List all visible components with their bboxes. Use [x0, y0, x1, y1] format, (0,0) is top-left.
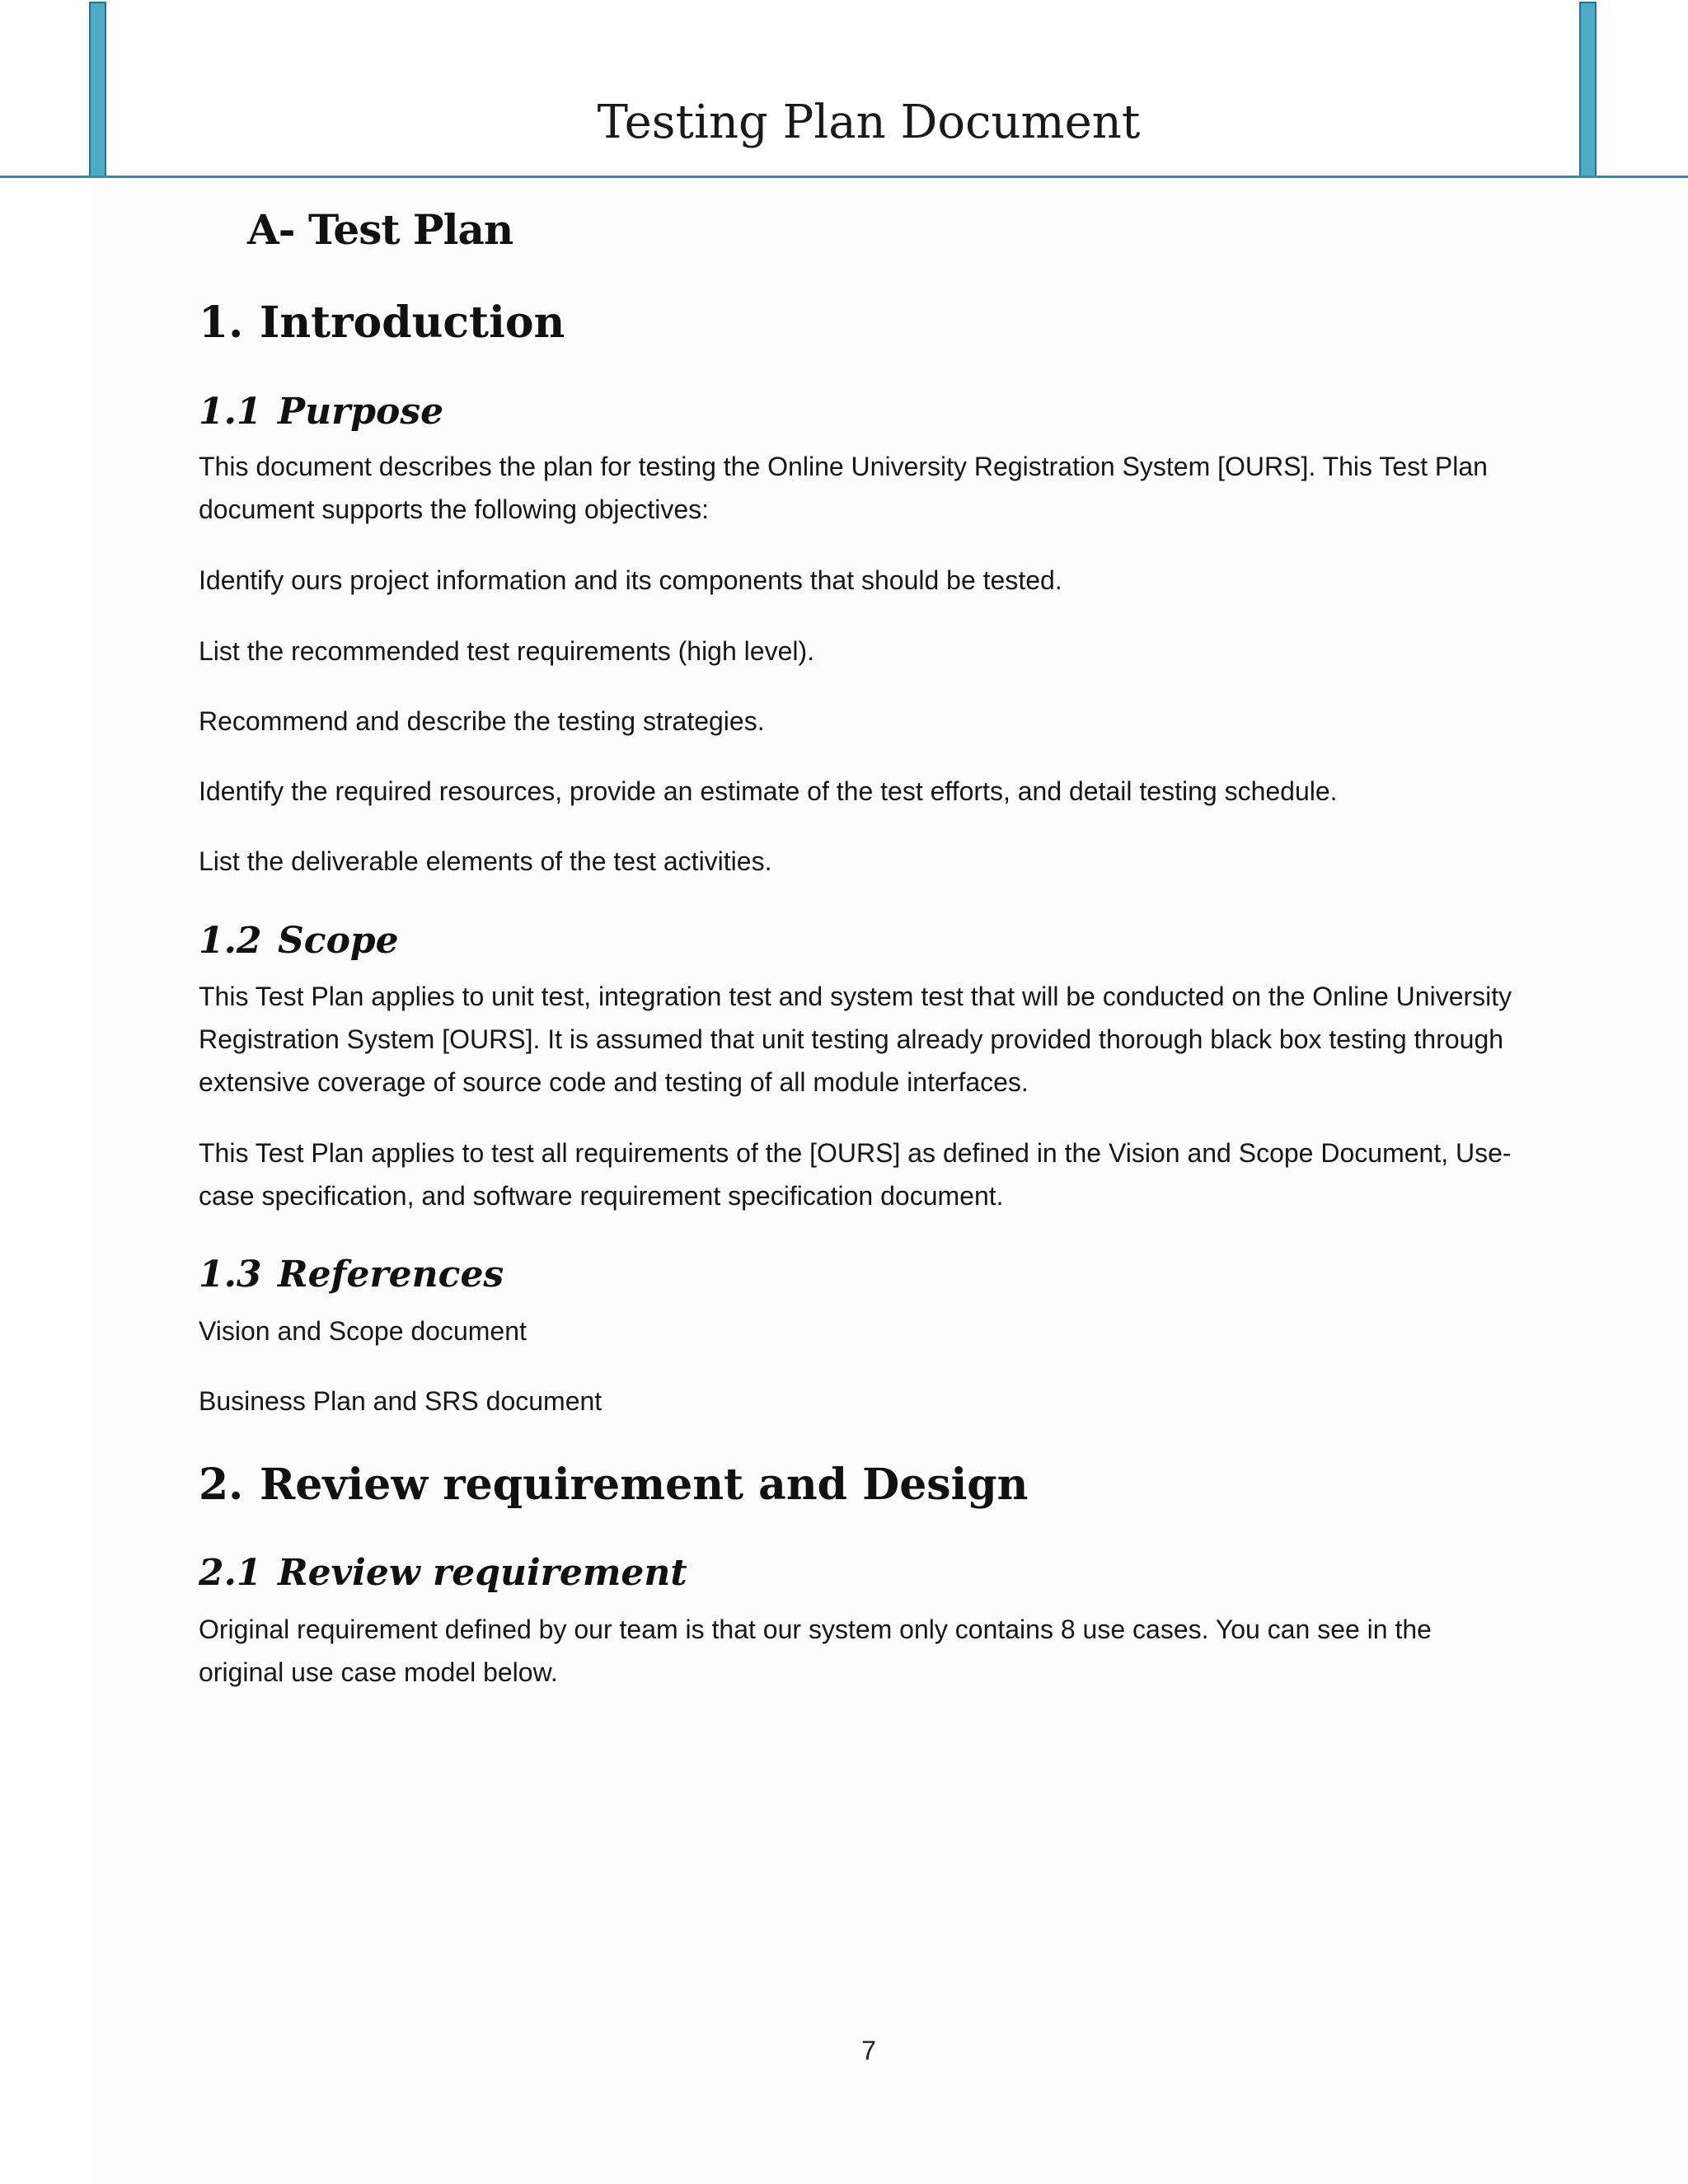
- subsection-title: References: [278, 1254, 504, 1296]
- header-right-tab: [1579, 2, 1597, 178]
- section-title: Review requirement and Design: [260, 1460, 1029, 1510]
- subsection-heading-purpose: [199, 387, 443, 437]
- purpose-paragraph: This document describes the plan for testing the Online University Registration System [OURS]. This Test Plan document supports the following objectives:: [199, 452, 1488, 524]
- document-header-title: Testing Plan Document: [597, 96, 1141, 149]
- subsection-number: 2.1: [199, 1552, 262, 1594]
- subsection-number: 1.1: [199, 391, 262, 433]
- header-rule: [0, 176, 1688, 178]
- subsection-number: 1.3: [199, 1254, 262, 1296]
- reference-item: Business Plan and SRS document: [199, 1386, 603, 1416]
- section-number: 1.: [199, 298, 244, 348]
- review-requirement-paragraph: Original requirement defined by our team is that our system only contains 8 use cases. You can see in the original use case model below.: [199, 1615, 1432, 1687]
- objective-item: Identify the required resources, provide an estimate of the test efforts, and detail testing schedule.: [199, 776, 1338, 806]
- objective-item: List the recommended test requirements (high level).: [199, 636, 815, 666]
- header-left-tab: [89, 2, 106, 178]
- subsection-heading-scope: [199, 916, 399, 966]
- section-heading-review-requirement-and-design: [199, 1456, 1028, 1514]
- reference-item: Vision and Scope document: [199, 1316, 527, 1346]
- subsection-heading-review-requirement: [199, 1549, 687, 1598]
- subsection-heading-references: [199, 1250, 504, 1300]
- subsection-number: 1.2: [199, 920, 262, 962]
- section-title: Introduction: [260, 298, 565, 348]
- objective-item: List the deliverable elements of the test activities.: [199, 846, 772, 876]
- subsection-title: Purpose: [278, 391, 444, 433]
- page-number: 7: [861, 2036, 876, 2065]
- objective-item: Identify ours project information and its components that should be tested.: [199, 565, 1062, 595]
- part-title: A- Test Plan: [247, 205, 513, 254]
- section-number: 2.: [199, 1460, 244, 1510]
- scope-paragraph: This Test Plan applies to test all requirements of the [OURS] as defined in the Vision and Scope Document, Use-case specification, and software requirement specification document.: [199, 1138, 1512, 1211]
- section-heading-introduction: [199, 294, 565, 352]
- scope-paragraph: This Test Plan applies to unit test, integration test and system test that will be conducted on the Online University Registration System [OURS]. It is assumed that unit testing already provided thorough black box testing through extensive coverage of source code and testing of all module interfaces.: [199, 982, 1512, 1097]
- objective-item: Recommend and describe the testing strategies.: [199, 706, 765, 736]
- subsection-title: Review requirement: [278, 1552, 687, 1594]
- subsection-title: Scope: [278, 920, 399, 962]
